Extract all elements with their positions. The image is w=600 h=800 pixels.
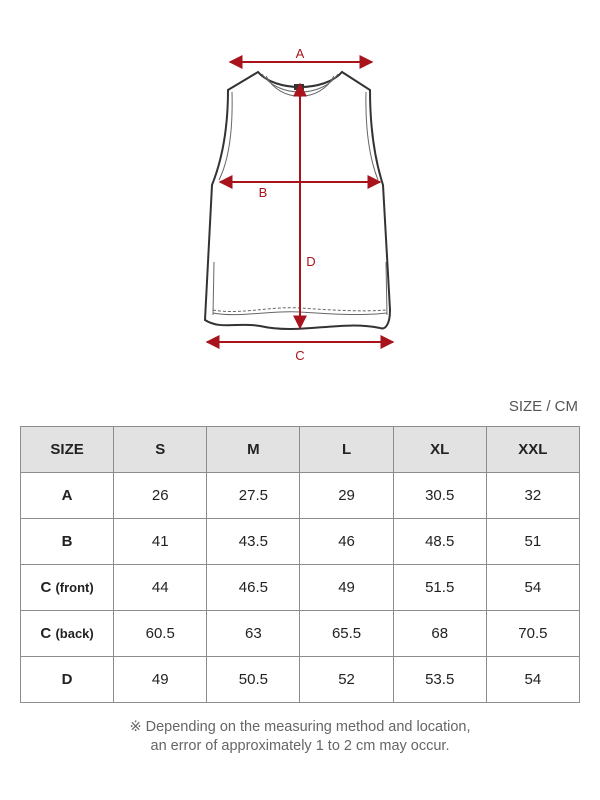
table-cell: 27.5 bbox=[207, 473, 300, 519]
table-cell: 43.5 bbox=[207, 519, 300, 565]
table-cell: 32 bbox=[486, 473, 579, 519]
table-cell: 44 bbox=[114, 565, 207, 611]
table-cell: 49 bbox=[300, 565, 393, 611]
header-cell: XXL bbox=[486, 427, 579, 473]
shirt-outline bbox=[205, 72, 390, 329]
size-table bbox=[20, 426, 580, 703]
note-line-1: ※ Depending on the measuring method and location, bbox=[129, 719, 471, 735]
header-cell: SIZE bbox=[21, 427, 114, 473]
label-a: A bbox=[295, 46, 305, 61]
table-row bbox=[21, 473, 580, 519]
row-label: B bbox=[21, 519, 114, 565]
table-row bbox=[21, 519, 580, 565]
table-row bbox=[21, 657, 580, 703]
table-cell: 54 bbox=[486, 565, 579, 611]
row-label: D bbox=[21, 657, 114, 703]
row-label: C (front) bbox=[21, 565, 114, 611]
table-cell: 46 bbox=[300, 519, 393, 565]
note-line-2: an error of approximately 1 to 2 cm may occur. bbox=[150, 738, 450, 754]
header-cell: XL bbox=[393, 427, 486, 473]
table-cell: 49 bbox=[114, 657, 207, 703]
table-header-row bbox=[21, 427, 580, 473]
row-sublabel: (back) bbox=[55, 626, 94, 641]
table-row bbox=[21, 611, 580, 657]
table-row bbox=[21, 565, 580, 611]
row-label: C (back) bbox=[21, 611, 114, 657]
label-c: C bbox=[295, 348, 305, 363]
row-label: A bbox=[21, 473, 114, 519]
table-cell: 54 bbox=[486, 657, 579, 703]
garment-diagram bbox=[0, 0, 600, 380]
table-cell: 65.5 bbox=[300, 611, 393, 657]
sleeveless-shirt-diagram bbox=[0, 0, 600, 380]
table-cell: 51 bbox=[486, 519, 579, 565]
table-cell: 52 bbox=[300, 657, 393, 703]
header-cell: M bbox=[207, 427, 300, 473]
table-cell: 60.5 bbox=[114, 611, 207, 657]
label-d: D bbox=[306, 254, 316, 269]
row-sublabel: (front) bbox=[55, 580, 94, 595]
table-cell: 63 bbox=[207, 611, 300, 657]
table-cell: 26 bbox=[114, 473, 207, 519]
table-cell: 46.5 bbox=[207, 565, 300, 611]
label-b: B bbox=[258, 185, 268, 200]
table-cell: 29 bbox=[300, 473, 393, 519]
header-cell: S bbox=[114, 427, 207, 473]
table-cell: 48.5 bbox=[393, 519, 486, 565]
table-cell: 68 bbox=[393, 611, 486, 657]
table-cell: 51.5 bbox=[393, 565, 486, 611]
table-cell: 41 bbox=[114, 519, 207, 565]
table-cell: 50.5 bbox=[207, 657, 300, 703]
measurement-note bbox=[0, 718, 600, 756]
table-cell: 30.5 bbox=[393, 473, 486, 519]
unit-label: SIZE / CM bbox=[508, 398, 578, 415]
table-cell: 53.5 bbox=[393, 657, 486, 703]
header-cell: L bbox=[300, 427, 393, 473]
table-cell: 70.5 bbox=[486, 611, 579, 657]
